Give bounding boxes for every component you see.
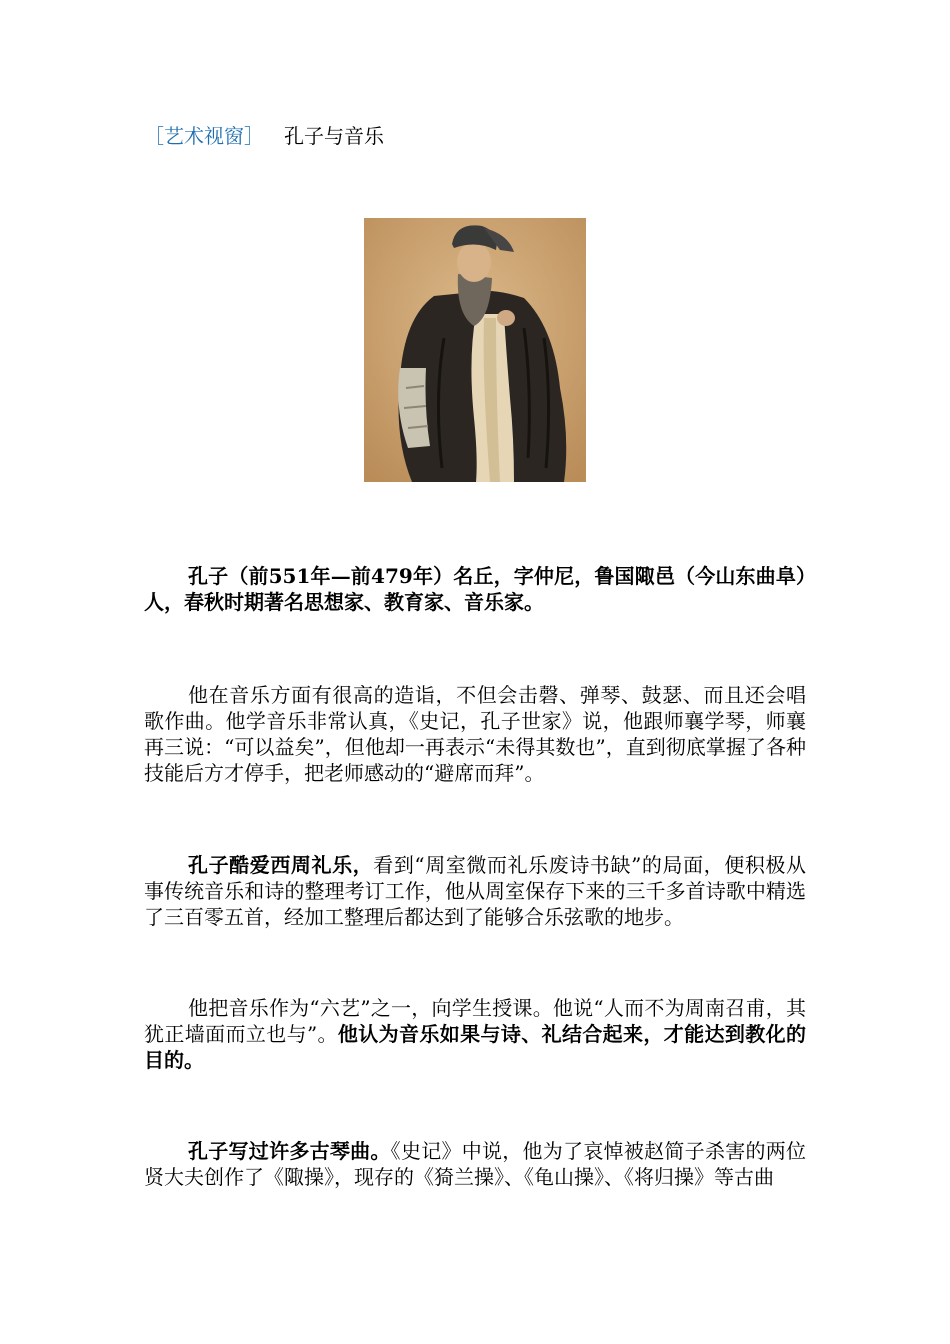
- paragraph-zhou-rites: [144, 852, 806, 930]
- paragraph-six-arts: [144, 995, 806, 1073]
- paragraph-music-skill: 他在音乐方面有很高的造诣，不但会击磬、弹琴、鼓瑟、而且还会唱歌作曲。他学音乐非常认真，《史记，孔子世家》说，他跟师襄学琴，师襄再三说：“可以益矣”，但他却一再表示“未得其数也”，直到彻底掌握了各种技能后方才停手，把老师感动的“避席而拜”。: [144, 683, 806, 785]
- paragraph-body: 《史记》中说，他为了哀悼被赵简子杀害的两位贤大夫创作了《陬操》，现存的《猗兰操》、《龟山操》、《将归操》等古曲: [144, 1139, 807, 1189]
- section-heading: [144, 122, 384, 150]
- paragraph-intro: 孔子（前551年—前479年）名丘，字仲尼，鲁国陬邑（今山东曲阜）人，春秋时期著名思想家、教育家、音乐家。: [144, 564, 806, 614]
- paragraph-qin-pieces: [144, 1138, 806, 1190]
- paragraph-lead-bold: 孔子酷爱西周礼乐，: [188, 853, 374, 877]
- paragraph-emphasis-bold: 他认为音乐如果与诗、礼结合起来，才能达到教化的目的。: [144, 1022, 806, 1072]
- paragraph-lead-bold: 孔子写过许多古琴曲。: [188, 1139, 391, 1163]
- page-title: 孔子与音乐: [284, 124, 384, 148]
- paragraph-body: 看到“周室微而礼乐废诗书缺”的局面，便积极从事传统音乐和诗的整理考订工作，他从周室保存下来的三千多首诗歌中精选了三百零五首，经加工整理后都达到了能够合乐弦歌的地步。: [144, 853, 806, 929]
- confucius-portrait: [364, 218, 586, 482]
- section-tag: ［艺术视窗］: [144, 124, 264, 148]
- paragraph-body: 他把音乐作为“六艺”之一，向学生授课。他说“人而不为周南召甫，其犹正墙面而立也与”。: [144, 996, 806, 1046]
